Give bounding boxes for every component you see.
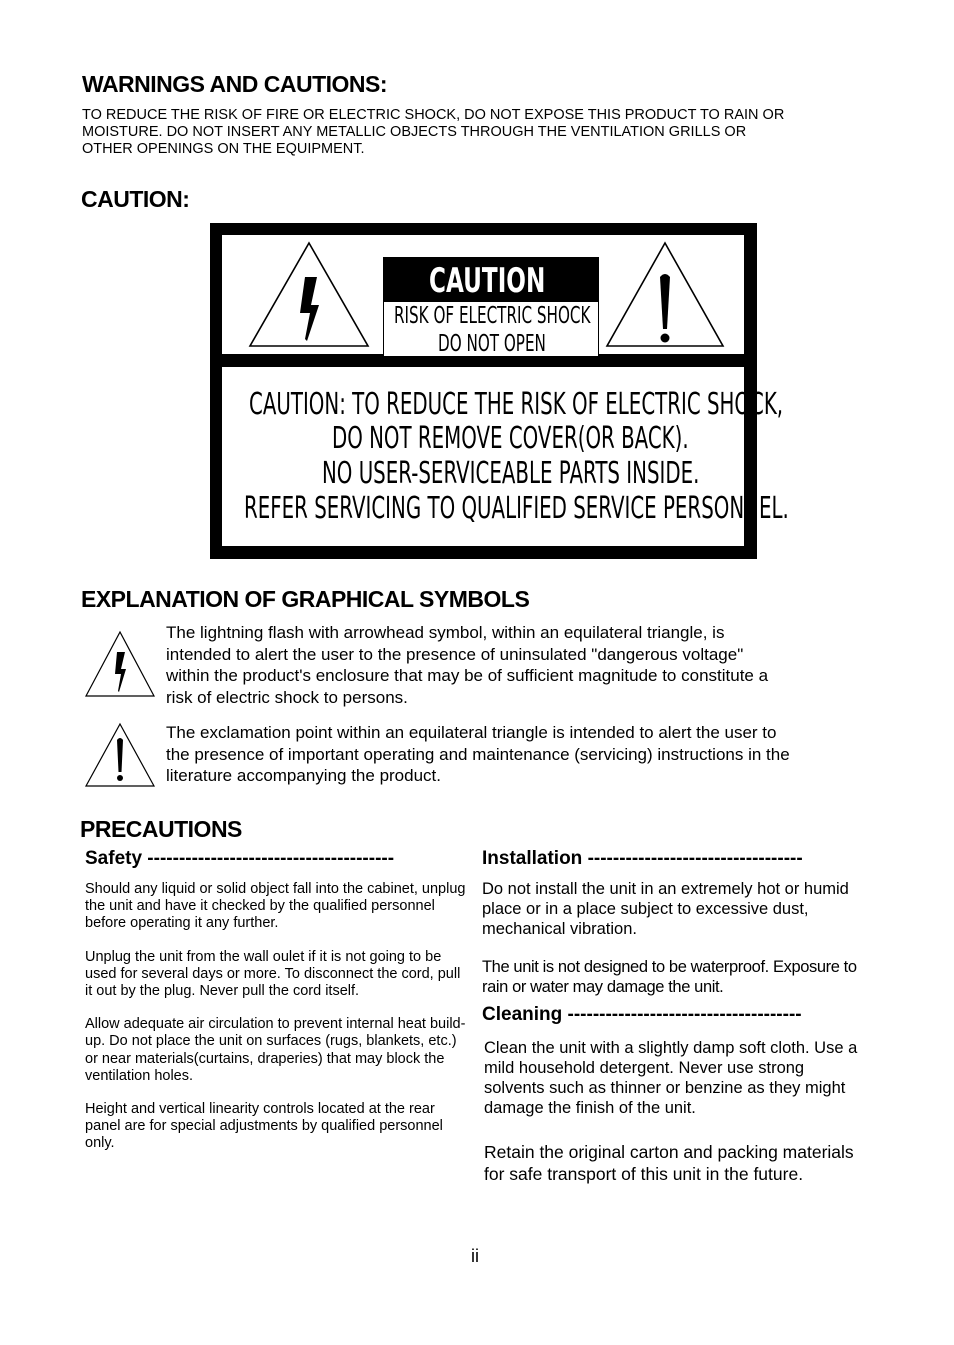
installation-paragraph: Do not install the unit in an extremely hot or humid place or in a place subject to excessive dust, mechanical vibration.: [482, 880, 849, 938]
cleaning-title: Cleaning -------------------------------------: [482, 1004, 802, 1025]
warnings-heading: WARNINGS AND CAUTIONS:: [82, 71, 388, 97]
caution-notice-line: CAUTION: TO REDUCE THE RISK OF ELECTRIC SHOCK,: [249, 387, 784, 422]
caution-badge-line1: RISK OF ELECTRIC SHOCK: [394, 303, 591, 329]
precautions-heading: PRECAUTIONS: [80, 816, 242, 842]
caution-badge: [383, 257, 599, 357]
safety-title: Safety ---------------------------------------: [85, 848, 395, 869]
lightning-triangle-icon: [247, 241, 371, 349]
caution-notice-line: NO USER-SERVICEABLE PARTS INSIDE.: [322, 456, 700, 491]
safety-paragraph: Allow adequate air circulation to prevent internal heat build-up. Do not place the unit on surfaces (rugs, blankets, etc.) or near materials(curtains, draperies) that may block the ventilation holes.: [85, 1016, 466, 1084]
installation-title: Installation ----------------------------------: [482, 848, 803, 869]
warnings-line: OTHER OPENINGS ON THE EQUIPMENT.: [82, 141, 365, 157]
installation-paragraph: The unit is not designed to be waterproof. Exposure to rain or water may damage the unit.: [482, 958, 857, 996]
cleaning-section: [484, 1038, 864, 1203]
caution-notice-panel: [222, 367, 789, 546]
exclamation-triangle-icon: [604, 241, 726, 349]
caution-label-graphic: [210, 223, 789, 559]
lightning-description: The lightning flash with arrowhead symbol, within an equilateral triangle, is intended to alert the user to the presence of uninsulated "dangerous voltage" within the product's enclosure that may be of sufficient magnitude to constitute a risk of electric shock to persons.: [166, 623, 769, 707]
safety-paragraph: Height and vertical linearity controls located at the rear panel are for special adjustments by qualified personnel only.: [85, 1101, 443, 1152]
exclamation-description: The exclamation point within an equilateral triangle is intended to alert the user to the presence of important operating and maintenance (servicing) instructions in the literature accompanying the product.: [166, 723, 790, 785]
caution-notice-line: DO NOT REMOVE COVER(OR BACK).: [332, 421, 689, 456]
lightning-triangle-icon: [84, 630, 156, 698]
caution-label-top-panel: [222, 235, 744, 357]
warnings-text: [82, 107, 902, 158]
installation-section: [482, 879, 862, 1015]
page-number: ii: [471, 1246, 479, 1266]
safety-section: [85, 881, 467, 1169]
symbols-heading: EXPLANATION OF GRAPHICAL SYMBOLS: [81, 586, 530, 612]
warnings-line: MOISTURE. DO NOT INSERT ANY METALLIC OBJECTS THROUGH THE VENTILATION GRILLS OR: [82, 124, 747, 140]
safety-paragraph: Unplug the unit from the wall oulet if it is not going to be used for several days or more. To disconnect the cord, pull it out by the plug. Never pull the cord itself.: [85, 948, 461, 1000]
caution-heading: CAUTION:: [81, 186, 190, 212]
safety-paragraph: Should any liquid or solid object fall into the cabinet, unplug the unit and have it checked by the qualified personnel before operating it any further.: [85, 881, 466, 932]
warnings-line: TO REDUCE THE RISK OF FIRE OR ELECTRIC SHOCK, DO NOT EXPOSE THIS PRODUCT TO RAIN OR: [82, 107, 785, 123]
caution-badge-line2: DO NOT OPEN: [438, 331, 546, 357]
cleaning-paragraph: Clean the unit with a slightly damp soft cloth. Use a mild household detergent. Never use strong solvents such as thinner or benzine as they might damage the finish of the unit.: [484, 1039, 858, 1117]
exclamation-triangle-icon: [84, 722, 156, 788]
cleaning-paragraph: Retain the original carton and packing materials for safe transport of this unit in the future.: [484, 1142, 854, 1184]
caution-badge-title: CAUTION: [429, 261, 546, 301]
caution-notice-line: REFER SERVICING TO QUALIFIED SERVICE PERSONNEL.: [244, 491, 789, 526]
